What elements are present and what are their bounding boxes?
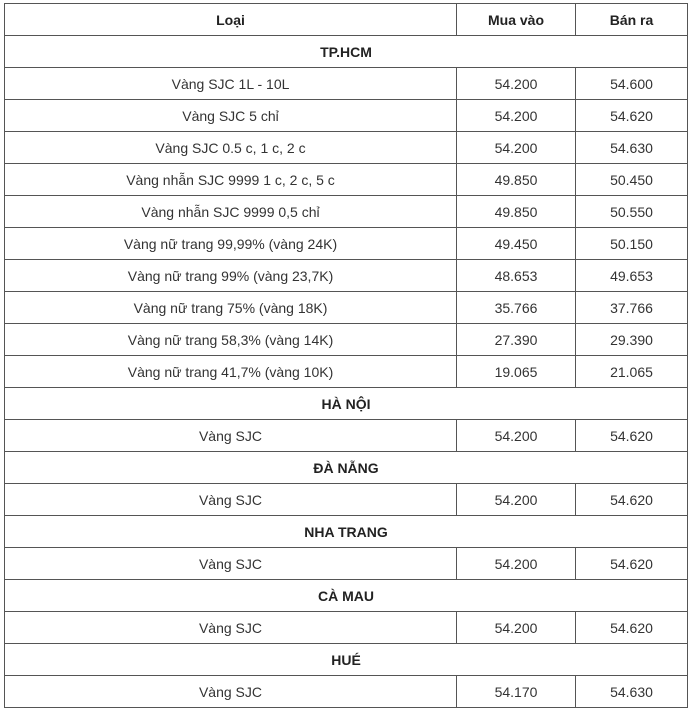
table-row [5, 484, 688, 516]
table-row [5, 356, 688, 388]
region-row [5, 580, 688, 612]
sell-price-cell: 37.766 [576, 292, 688, 324]
buy-price-cell: 54.170 [457, 676, 576, 708]
header-sell: Bán ra [576, 4, 688, 36]
gold-type-cell: Vàng SJC [5, 484, 457, 516]
header-row [5, 4, 688, 36]
table-row [5, 132, 688, 164]
gold-type-cell: Vàng nữ trang 41,7% (vàng 10K) [5, 356, 457, 388]
buy-price-cell: 54.200 [457, 132, 576, 164]
sell-price-cell: 50.550 [576, 196, 688, 228]
gold-type-cell: Vàng nữ trang 99,99% (vàng 24K) [5, 228, 457, 260]
table-body [5, 36, 688, 708]
table-row [5, 228, 688, 260]
region-row [5, 644, 688, 676]
region-row [5, 516, 688, 548]
gold-type-cell: Vàng nữ trang 75% (vàng 18K) [5, 292, 457, 324]
gold-type-cell: Vàng SJC 1L - 10L [5, 68, 457, 100]
sell-price-cell: 54.620 [576, 548, 688, 580]
buy-price-cell: 49.850 [457, 164, 576, 196]
sell-price-cell: 54.630 [576, 132, 688, 164]
region-row [5, 36, 688, 68]
gold-type-cell: Vàng SJC 0.5 c, 1 c, 2 c [5, 132, 457, 164]
gold-type-cell: Vàng nhẫn SJC 9999 0,5 chỉ [5, 196, 457, 228]
gold-type-cell: Vàng SJC [5, 612, 457, 644]
gold-price-table [4, 3, 688, 708]
sell-price-cell: 49.653 [576, 260, 688, 292]
table-row [5, 100, 688, 132]
buy-price-cell: 49.850 [457, 196, 576, 228]
table-row [5, 196, 688, 228]
region-name: TP.HCM [5, 36, 688, 68]
buy-price-cell: 27.390 [457, 324, 576, 356]
buy-price-cell: 49.450 [457, 228, 576, 260]
sell-price-cell: 54.620 [576, 420, 688, 452]
region-name: ĐÀ NẴNG [5, 452, 688, 484]
gold-type-cell: Vàng SJC [5, 548, 457, 580]
region-name: HUÉ [5, 644, 688, 676]
region-name: CÀ MAU [5, 580, 688, 612]
table-row [5, 676, 688, 708]
sell-price-cell: 29.390 [576, 324, 688, 356]
gold-type-cell: Vàng SJC [5, 676, 457, 708]
sell-price-cell: 54.620 [576, 100, 688, 132]
sell-price-cell: 21.065 [576, 356, 688, 388]
sell-price-cell: 54.620 [576, 484, 688, 516]
table-row [5, 548, 688, 580]
region-name: HÀ NỘI [5, 388, 688, 420]
sell-price-cell: 50.450 [576, 164, 688, 196]
buy-price-cell: 54.200 [457, 548, 576, 580]
gold-type-cell: Vàng nữ trang 99% (vàng 23,7K) [5, 260, 457, 292]
header-type: Loại [5, 4, 457, 36]
region-row [5, 388, 688, 420]
table-row [5, 612, 688, 644]
region-row [5, 452, 688, 484]
buy-price-cell: 19.065 [457, 356, 576, 388]
sell-price-cell: 54.600 [576, 68, 688, 100]
table-row [5, 260, 688, 292]
header-buy: Mua vào [457, 4, 576, 36]
gold-type-cell: Vàng SJC [5, 420, 457, 452]
sell-price-cell: 54.630 [576, 676, 688, 708]
table-row [5, 420, 688, 452]
table-row [5, 324, 688, 356]
gold-type-cell: Vàng nhẫn SJC 9999 1 c, 2 c, 5 c [5, 164, 457, 196]
buy-price-cell: 35.766 [457, 292, 576, 324]
buy-price-cell: 54.200 [457, 420, 576, 452]
sell-price-cell: 50.150 [576, 228, 688, 260]
buy-price-cell: 54.200 [457, 68, 576, 100]
gold-type-cell: Vàng SJC 5 chỉ [5, 100, 457, 132]
buy-price-cell: 54.200 [457, 484, 576, 516]
table-row [5, 292, 688, 324]
buy-price-cell: 54.200 [457, 100, 576, 132]
region-name: NHA TRANG [5, 516, 688, 548]
gold-type-cell: Vàng nữ trang 58,3% (vàng 14K) [5, 324, 457, 356]
sell-price-cell: 54.620 [576, 612, 688, 644]
buy-price-cell: 54.200 [457, 612, 576, 644]
table-row [5, 68, 688, 100]
table-row [5, 164, 688, 196]
buy-price-cell: 48.653 [457, 260, 576, 292]
